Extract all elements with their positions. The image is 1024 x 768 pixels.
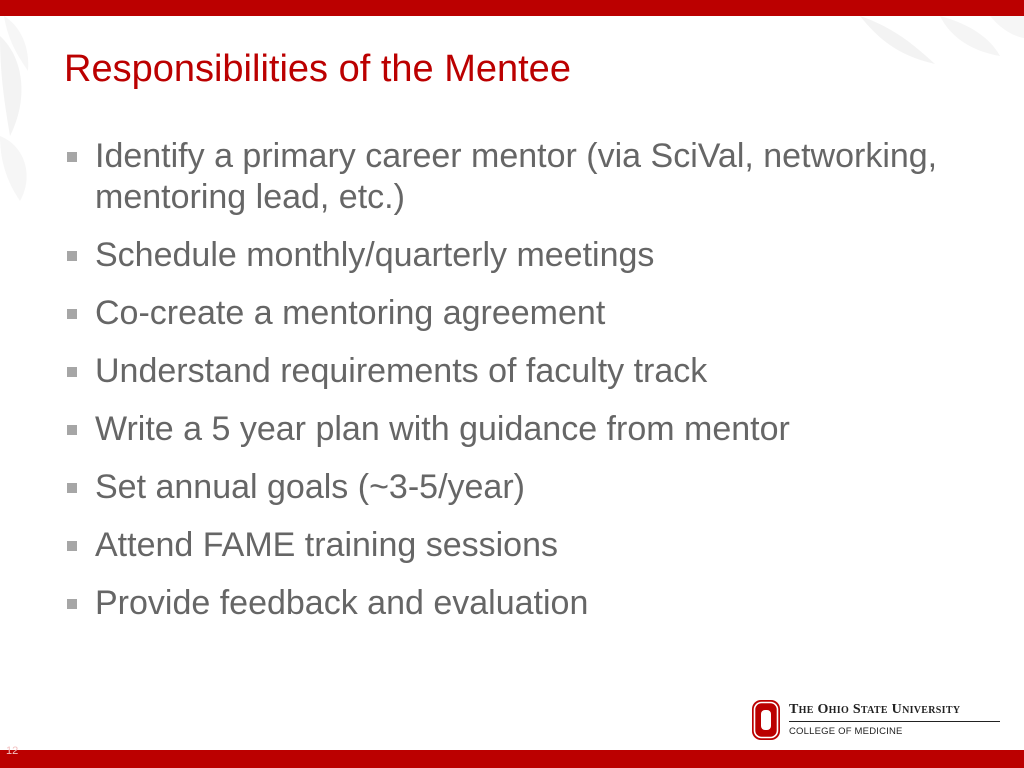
square-bullet-icon (67, 309, 77, 319)
slide-title: Responsibilities of the Mentee (64, 48, 571, 90)
square-bullet-icon (67, 251, 77, 261)
square-bullet-icon (67, 152, 77, 162)
osu-college-of-medicine-logo (752, 700, 1002, 744)
bullet-text: Write a 5 year plan with guidance from mentor (95, 410, 790, 448)
list-item (64, 235, 964, 276)
bullet-list (64, 136, 964, 624)
list-item (64, 467, 964, 508)
buckeye-leaf-decoration-right (840, 16, 1024, 76)
bullet-text: Attend FAME training sessions (95, 526, 559, 564)
square-bullet-icon (67, 367, 77, 377)
college-name: COLLEGE OF MEDICINE (789, 726, 903, 737)
square-bullet-icon (67, 483, 77, 493)
bullet-text: Provide feedback and evaluation (95, 584, 589, 622)
bullet-text: Co-create a mentoring agreement (95, 294, 606, 332)
bullet-text: Understand requirements of faculty track (95, 352, 708, 390)
bullet-text: Identify a primary career mentor (via SciVal, networking, mentoring lead, etc.) (95, 137, 938, 216)
page-number: 12 (6, 745, 19, 757)
list-item (64, 409, 964, 450)
university-name: The Ohio State University (789, 702, 961, 717)
square-bullet-icon (67, 425, 77, 435)
block-o-icon (752, 700, 780, 740)
list-item (64, 583, 964, 624)
logo-divider (789, 721, 1000, 722)
bottom-red-bar (0, 750, 1024, 768)
list-item (64, 136, 964, 218)
square-bullet-icon (67, 599, 77, 609)
bullet-text: Schedule monthly/quarterly meetings (95, 236, 655, 274)
top-red-bar (0, 0, 1024, 16)
list-item (64, 525, 964, 566)
buckeye-leaf-decoration-left (0, 16, 60, 206)
list-item (64, 351, 964, 392)
bullet-text: Set annual goals (~3-5/year) (95, 468, 525, 506)
list-item (64, 293, 964, 334)
square-bullet-icon (67, 541, 77, 551)
